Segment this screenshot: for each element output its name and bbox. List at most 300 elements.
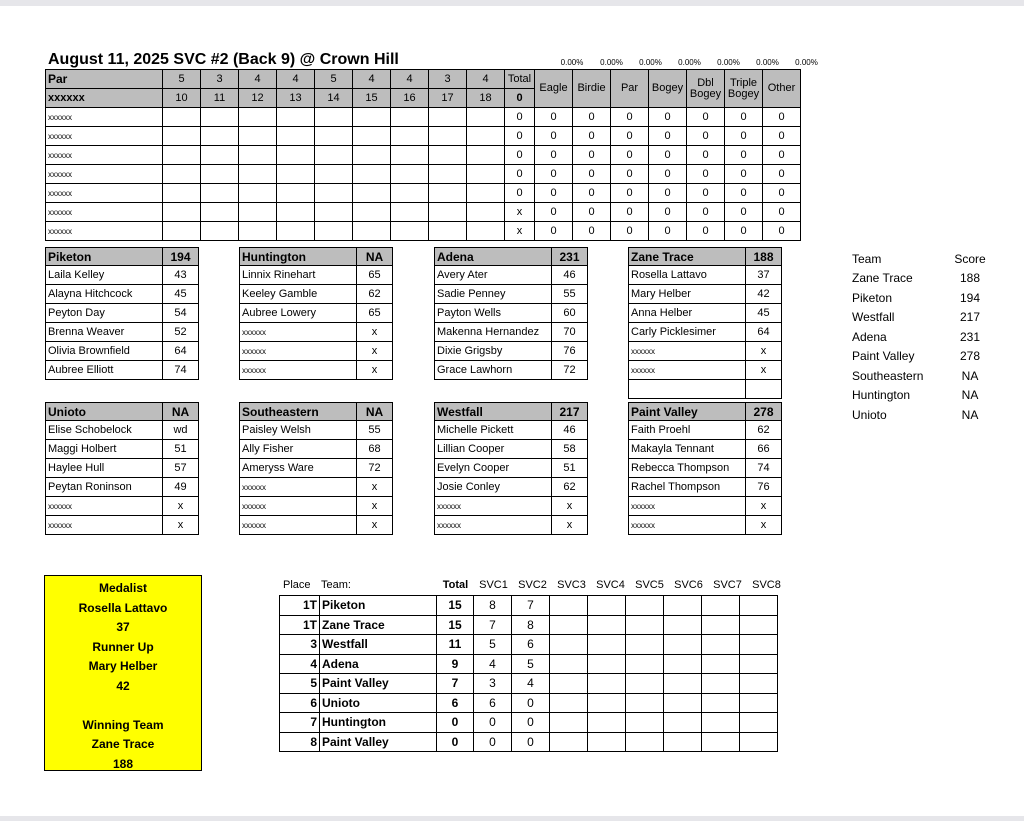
total-value: 0 (505, 89, 535, 108)
hole-score[interactable] (467, 146, 505, 165)
player-score: 64 (163, 342, 199, 361)
hole-score[interactable] (239, 146, 277, 165)
svc-score (550, 615, 588, 635)
player-total: 0 (505, 127, 535, 146)
hole-score[interactable] (429, 146, 467, 165)
hole-score[interactable] (391, 222, 429, 241)
svc-score: 6 (512, 635, 550, 655)
player-score: 60 (552, 304, 588, 323)
player-name: xxxxxx (46, 203, 163, 222)
hole-score[interactable] (467, 108, 505, 127)
hole-score[interactable] (201, 127, 239, 146)
hole-score[interactable] (315, 165, 353, 184)
player-score: x (357, 361, 393, 380)
medalist-name: Rosella Lattavo (78, 600, 168, 615)
ranking-row (852, 288, 988, 308)
player-name: Makenna Hernandez (435, 323, 552, 342)
team-score: 217 (552, 403, 588, 421)
team-table (45, 247, 199, 380)
team-name: Adena (320, 654, 437, 674)
hole-score[interactable] (201, 222, 239, 241)
stat-cell: 0 (725, 108, 763, 127)
player-score: x (163, 516, 199, 535)
hole-score[interactable] (163, 127, 201, 146)
hole-score[interactable] (201, 165, 239, 184)
place: 1T (280, 596, 320, 616)
player-name: xxxxxx (629, 361, 746, 380)
team-player-row (240, 266, 393, 285)
ranking-row (852, 405, 988, 425)
player-score: 62 (357, 285, 393, 304)
standings-row (280, 654, 778, 674)
player-name: Rosella Lattavo (629, 266, 746, 285)
player-name: xxxxxx (46, 222, 163, 241)
ranking-score: 194 (959, 290, 981, 305)
scorecard-table (45, 69, 801, 241)
hole-score[interactable] (277, 222, 315, 241)
hole-score[interactable] (201, 184, 239, 203)
team-player-row (435, 361, 588, 380)
player-name: xxxxxx (240, 516, 357, 535)
svc-score (588, 596, 626, 616)
hole-number: 11 (201, 89, 239, 108)
stat-cell: 0 (649, 146, 687, 165)
player-name: Paisley Welsh (240, 421, 357, 440)
par-cell: 3 (201, 70, 239, 89)
hole-score[interactable] (429, 127, 467, 146)
par-cell: 4 (353, 70, 391, 89)
other-header: Other (763, 70, 801, 108)
player-total: 0 (505, 108, 535, 127)
svc-score (664, 615, 702, 635)
player-score: x (357, 342, 393, 361)
hole-score[interactable] (163, 146, 201, 165)
player-score: x (357, 497, 393, 516)
player-score: 72 (552, 361, 588, 380)
hole-score[interactable] (429, 184, 467, 203)
par-cell: 5 (315, 70, 353, 89)
player-score: x (746, 342, 782, 361)
player-score: 51 (552, 459, 588, 478)
svc-score (626, 596, 664, 616)
hole-score[interactable] (391, 203, 429, 222)
stat-cell: 0 (611, 165, 649, 184)
team-total: 0 (437, 713, 474, 733)
team-player-row (240, 497, 393, 516)
hole-score[interactable] (353, 165, 391, 184)
player-score: x (552, 516, 588, 535)
hole-score[interactable] (239, 127, 277, 146)
scorecard-player-row (46, 222, 801, 241)
svc-score (702, 693, 740, 713)
hole-score[interactable] (277, 127, 315, 146)
par-cell: 4 (467, 70, 505, 89)
team-player-row (629, 440, 782, 459)
player-name: Rebecca Thompson (629, 459, 746, 478)
team-player-row (240, 478, 393, 497)
empty-cell (629, 380, 746, 399)
hole-score[interactable] (163, 108, 201, 127)
winning-team-score: 188 (112, 756, 134, 771)
hole-score[interactable] (239, 184, 277, 203)
hole-score[interactable] (277, 203, 315, 222)
team-header (629, 248, 782, 266)
team-player-row (46, 323, 199, 342)
player-score: 68 (357, 440, 393, 459)
hole-score[interactable] (391, 165, 429, 184)
hole-score[interactable] (315, 108, 353, 127)
player-total: x (505, 203, 535, 222)
player-score: 65 (357, 304, 393, 323)
team-table (239, 247, 393, 380)
stat-cell: 0 (573, 203, 611, 222)
par-cell: 5 (163, 70, 201, 89)
ranking-row (852, 386, 988, 406)
player-name: Dixie Grigsby (435, 342, 552, 361)
svc-score (588, 732, 626, 752)
svc-score (664, 713, 702, 733)
svc-score (550, 596, 588, 616)
svc-score: 0 (512, 693, 550, 713)
standings-row (280, 615, 778, 635)
hole-score[interactable] (429, 165, 467, 184)
player-score: x (746, 516, 782, 535)
stat-cell: 0 (573, 108, 611, 127)
scorecard-player-row (46, 108, 801, 127)
stat-cell: 0 (535, 184, 573, 203)
place: 1T (280, 615, 320, 635)
hole-score[interactable] (239, 203, 277, 222)
scorecard-player-row (46, 184, 801, 203)
stat-cell: 0 (763, 165, 801, 184)
hole-score[interactable] (353, 127, 391, 146)
player-name: Anna Helber (629, 304, 746, 323)
standings-row (280, 693, 778, 713)
svc-score (588, 654, 626, 674)
standings-row (280, 713, 778, 733)
team-header (435, 248, 588, 266)
hole-score[interactable] (315, 203, 353, 222)
player-name: Linnix Rinehart (240, 266, 357, 285)
team-player-row (46, 421, 199, 440)
player-score: x (746, 497, 782, 516)
hole-score[interactable] (391, 108, 429, 127)
player-score: 57 (163, 459, 199, 478)
team-name: Westfall (320, 635, 437, 655)
player-total: 0 (505, 146, 535, 165)
hole-number: 13 (277, 89, 315, 108)
hole-score[interactable] (467, 222, 505, 241)
player-score: 46 (552, 266, 588, 285)
team-name: Huntington (240, 248, 357, 266)
team-score: NA (357, 248, 393, 266)
team-player-row (629, 516, 782, 535)
hole-number: 10 (163, 89, 201, 108)
hole-score[interactable] (239, 222, 277, 241)
player-score: 45 (163, 285, 199, 304)
dbl-bogey-header: Dbl Bogey (687, 70, 725, 108)
pct-dbl-bogey: 0.00% (717, 58, 740, 67)
svc-score (702, 615, 740, 635)
svc-score (664, 732, 702, 752)
stat-cell: 0 (611, 222, 649, 241)
svc-score: 4 (474, 654, 512, 674)
place: 4 (280, 654, 320, 674)
player-name: Keeley Gamble (240, 285, 357, 304)
team-player-row (435, 285, 588, 304)
ranking-team: Huntington (852, 388, 911, 403)
stat-cell: 0 (611, 203, 649, 222)
stat-cell: 0 (687, 203, 725, 222)
stat-cell: 0 (649, 165, 687, 184)
svc-score (626, 654, 664, 674)
team-name: Westfall (435, 403, 552, 421)
player-name: xxxxxx (240, 497, 357, 516)
player-name: Olivia Brownfield (46, 342, 163, 361)
hole-score[interactable] (315, 222, 353, 241)
ranking-team: Westfall (852, 310, 895, 325)
svc-score (740, 635, 778, 655)
stat-cell: 0 (725, 184, 763, 203)
ranking-score: 217 (959, 310, 981, 325)
runner-up-name: Mary Helber (88, 659, 158, 673)
par-cell: 4 (277, 70, 315, 89)
hole-score[interactable] (201, 146, 239, 165)
player-name: xxxxxx (629, 497, 746, 516)
ranking-team: Paint Valley (852, 349, 915, 364)
hole-score[interactable] (163, 222, 201, 241)
percentage-row (552, 58, 826, 67)
team-player-row (240, 323, 393, 342)
player-name: Ally Fisher (240, 440, 357, 459)
top-border (0, 0, 1024, 6)
team-player-row (629, 459, 782, 478)
header-svc: SVC3 (557, 579, 586, 591)
team-player-row (629, 304, 782, 323)
par-label: Par (46, 70, 163, 89)
team-table (434, 247, 588, 380)
player-score: 62 (746, 421, 782, 440)
stat-cell: 0 (725, 146, 763, 165)
team-total: 15 (437, 596, 474, 616)
ranking-row (852, 327, 988, 347)
svc-score (740, 713, 778, 733)
scorecard-player-row (46, 165, 801, 184)
team-player-row (435, 266, 588, 285)
hole-score[interactable] (201, 203, 239, 222)
pct-other: 0.00% (795, 58, 818, 67)
player-name: xxxxxx (240, 361, 357, 380)
team-player-row (435, 421, 588, 440)
hole-score[interactable] (239, 108, 277, 127)
player-name: Haylee Hull (46, 459, 163, 478)
svc-score (740, 674, 778, 694)
player-total: x (505, 222, 535, 241)
player-score: 74 (163, 361, 199, 380)
team-name: Piketon (46, 248, 163, 266)
team-name: Paint Valley (320, 674, 437, 694)
team-header (240, 248, 393, 266)
team-player-row (629, 342, 782, 361)
hole-score[interactable] (277, 146, 315, 165)
team-name: Unioto (320, 693, 437, 713)
hole-score[interactable] (391, 127, 429, 146)
header-svc: SVC7 (713, 579, 742, 591)
player-name: Laila Kelley (46, 266, 163, 285)
hole-score[interactable] (239, 165, 277, 184)
svc-score (740, 693, 778, 713)
hole-score[interactable] (467, 127, 505, 146)
ranking-score: NA (961, 407, 979, 422)
svc-score: 8 (512, 615, 550, 635)
stat-cell: 0 (535, 165, 573, 184)
runner-up-label: Runner Up (92, 639, 154, 654)
stat-cell: 0 (573, 146, 611, 165)
svc-score (588, 615, 626, 635)
stat-cell: 0 (649, 184, 687, 203)
team-name: Piketon (320, 596, 437, 616)
team-player-row (629, 478, 782, 497)
hole-score[interactable] (429, 222, 467, 241)
team-score: 231 (552, 248, 588, 266)
player-name: Maggi Holbert (46, 440, 163, 459)
team-player-row (435, 497, 588, 516)
player-name: Aubree Elliott (46, 361, 163, 380)
hole-score[interactable] (467, 184, 505, 203)
hole-score[interactable] (163, 184, 201, 203)
player-name: xxxxxx (435, 497, 552, 516)
team-player-row (46, 304, 199, 323)
hole-score[interactable] (353, 222, 391, 241)
standings-table (279, 595, 778, 752)
team-player-row (629, 323, 782, 342)
hole-score[interactable] (353, 203, 391, 222)
player-score: 42 (746, 285, 782, 304)
hole-score[interactable] (391, 146, 429, 165)
page-title: August 11, 2025 SVC #2 (Back 9) @ Crown Hill (48, 51, 399, 68)
team-player-row (629, 361, 782, 380)
stat-cell: 0 (649, 203, 687, 222)
birdie-header: Birdie (573, 70, 611, 108)
ranking-score: 278 (959, 349, 981, 364)
player-score: x (357, 516, 393, 535)
awards-box (44, 575, 202, 771)
player-name: Payton Wells (435, 304, 552, 323)
hole-number: 15 (353, 89, 391, 108)
team-empty-row (629, 380, 782, 399)
player-name: xxxxxx (435, 516, 552, 535)
team-player-row (240, 516, 393, 535)
standings-row (280, 635, 778, 655)
team-ranking (852, 249, 988, 425)
player-name: xxxxxx (46, 146, 163, 165)
team-player-row (240, 285, 393, 304)
stat-cell: 0 (535, 146, 573, 165)
svc-score (740, 732, 778, 752)
stat-cell: 0 (649, 108, 687, 127)
svc-score (550, 635, 588, 655)
standings-row (280, 674, 778, 694)
hole-score[interactable] (429, 108, 467, 127)
hole-score[interactable] (201, 108, 239, 127)
player-score: x (357, 323, 393, 342)
hole-score[interactable] (315, 184, 353, 203)
stat-cell: 0 (573, 165, 611, 184)
team-header (46, 403, 199, 421)
svc-score: 0 (512, 732, 550, 752)
standings-row (280, 596, 778, 616)
ranking-score: 188 (959, 271, 981, 286)
hole-number: 14 (315, 89, 353, 108)
hole-score[interactable] (277, 165, 315, 184)
ranking-row (852, 269, 988, 289)
hole-score[interactable] (277, 108, 315, 127)
player-score: x (746, 361, 782, 380)
scorecard-player-row (46, 127, 801, 146)
svc-score (626, 674, 664, 694)
player-score: 76 (552, 342, 588, 361)
hole-score[interactable] (163, 165, 201, 184)
standings-row (280, 732, 778, 752)
par-cell: 4 (239, 70, 277, 89)
stat-cell: 0 (687, 222, 725, 241)
team-player-row (435, 440, 588, 459)
ranking-team: Zane Trace (852, 271, 913, 286)
player-score: 46 (552, 421, 588, 440)
ranking-score: NA (961, 388, 979, 403)
stat-cell: 0 (725, 165, 763, 184)
place: 8 (280, 732, 320, 752)
hole-score[interactable] (391, 184, 429, 203)
hole-score[interactable] (353, 184, 391, 203)
place: 6 (280, 693, 320, 713)
ranking-row (852, 308, 988, 328)
team-player-row (46, 266, 199, 285)
svc-score (702, 654, 740, 674)
team-player-row (46, 459, 199, 478)
player-score: 54 (163, 304, 199, 323)
par-row (46, 70, 801, 89)
hole-score[interactable] (467, 203, 505, 222)
hole-score[interactable] (315, 127, 353, 146)
hole-score[interactable] (467, 165, 505, 184)
hole-score[interactable] (277, 184, 315, 203)
hole-score[interactable] (353, 146, 391, 165)
svc-score: 3 (474, 674, 512, 694)
par-cell: 4 (391, 70, 429, 89)
player-score: wd (163, 421, 199, 440)
player-name: xxxxxx (629, 342, 746, 361)
hole-score[interactable] (163, 203, 201, 222)
team-name: Unioto (46, 403, 163, 421)
svc-score (626, 615, 664, 635)
svc-score (664, 596, 702, 616)
pct-bogey: 0.00% (678, 58, 701, 67)
ranking-team-header: Team (852, 251, 882, 266)
team-score: 194 (163, 248, 199, 266)
hole-score[interactable] (315, 146, 353, 165)
runner-up-score: 42 (116, 678, 130, 693)
ranking-team: Piketon (852, 290, 893, 305)
team-header (629, 403, 782, 421)
header-place: Place (283, 579, 311, 591)
pct-par: 0.00% (639, 58, 662, 67)
player-name: Avery Ater (435, 266, 552, 285)
hole-score[interactable] (353, 108, 391, 127)
hole-score[interactable] (429, 203, 467, 222)
stat-cell: 0 (649, 127, 687, 146)
player-total: 0 (505, 165, 535, 184)
